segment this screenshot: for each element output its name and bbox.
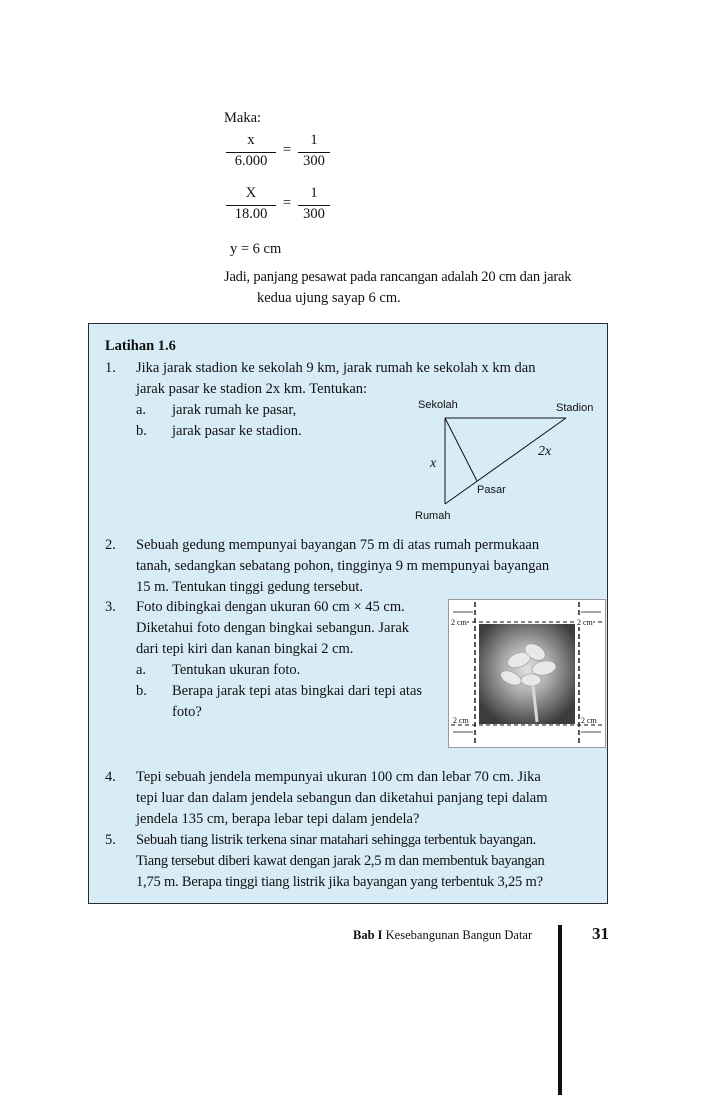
question-4: 4. Tepi sebuah jendela mempunyai ukuran 100 cm dan lebar 70 cm. Jika tepi luar dan dalam jendela sebangun dan diketahui panjang tepi dalam jendela 135 cm, berapa lebar tepi dalam jendela? [105,769,548,827]
question-5: 5. Sebuah tiang listrik terkena sinar matahari sehingga terbentuk bayangan. Tiang tersebut diberi kawat dengan jarak 2,5 m dan membentuk bayangan 1,75 m. Berapa tinggi tiang listrik jika bayangan yang terbentuk 3,25 m? [105,832,545,890]
conclusion-line-1: Jadi, panjang pesawat pada rancangan adalah 20 cm dan jarak [224,269,572,285]
sekolah-pasar-line [445,418,477,481]
label-x: x [430,456,437,471]
footer-divider [558,925,562,1095]
frame-label-top-right: 2 cm [577,618,593,627]
label-pasar: Pasar [477,484,506,496]
exercise-title: Latihan 1.6 [105,338,176,354]
label-rumah: Rumah [415,510,451,522]
frame-label-bottom-left: 2 cm [453,716,469,725]
chapter-number: Bab I [353,928,383,942]
frame-label-bottom-right: 2 cm [581,716,597,725]
frame-label-top-left: 2 cm [451,618,467,627]
page-number: 31 [592,924,609,943]
fraction-2: X 18.00 = 1 300 [224,185,334,225]
maka-label: Maka: [224,110,262,126]
question-3: 3. Foto dibingkai dengan ukuran 60 cm × 45 cm. Diketahui foto dengan bingkai sebangun. Jarak dari tepi kiri dan kanan bingkai 2 cm. a. Tentukan ukuran foto. b. Berapa jarak tepi atas bingkai dari tepi atas foto? [105,599,423,720]
result-text: y = 6 cm [230,241,282,257]
chapter-title: Kesebangunan Bangun Datar [382,928,533,942]
conclusion-line-2: kedua ujung sayap 6 cm. [257,290,401,306]
label-sekolah: Sekolah [418,399,458,411]
photo-frame-figure [448,599,606,748]
label-2x: 2x [538,444,552,459]
footer-chapter [353,928,532,943]
fraction-1: x 6.000 = 1 300 [224,132,334,172]
label-stadion: Stadion [556,402,594,414]
question-1: 1. Jika jarak stadion ke sekolah 9 km, jarak rumah ke sekolah x km dan jarak pasar ke stadion 2x km. Tentukan: a. jarak rumah ke pasar, b. jarak pasar ke stadion. [105,360,536,439]
question-2: 2. Sebuah gedung mempunyai bayangan 75 m di atas rumah permukaan tanah, sedangkan sebatang pohon, tingginya 9 m mempunyai bayangan 15 m. Tentukan tinggi gedung tersebut. [105,537,550,595]
